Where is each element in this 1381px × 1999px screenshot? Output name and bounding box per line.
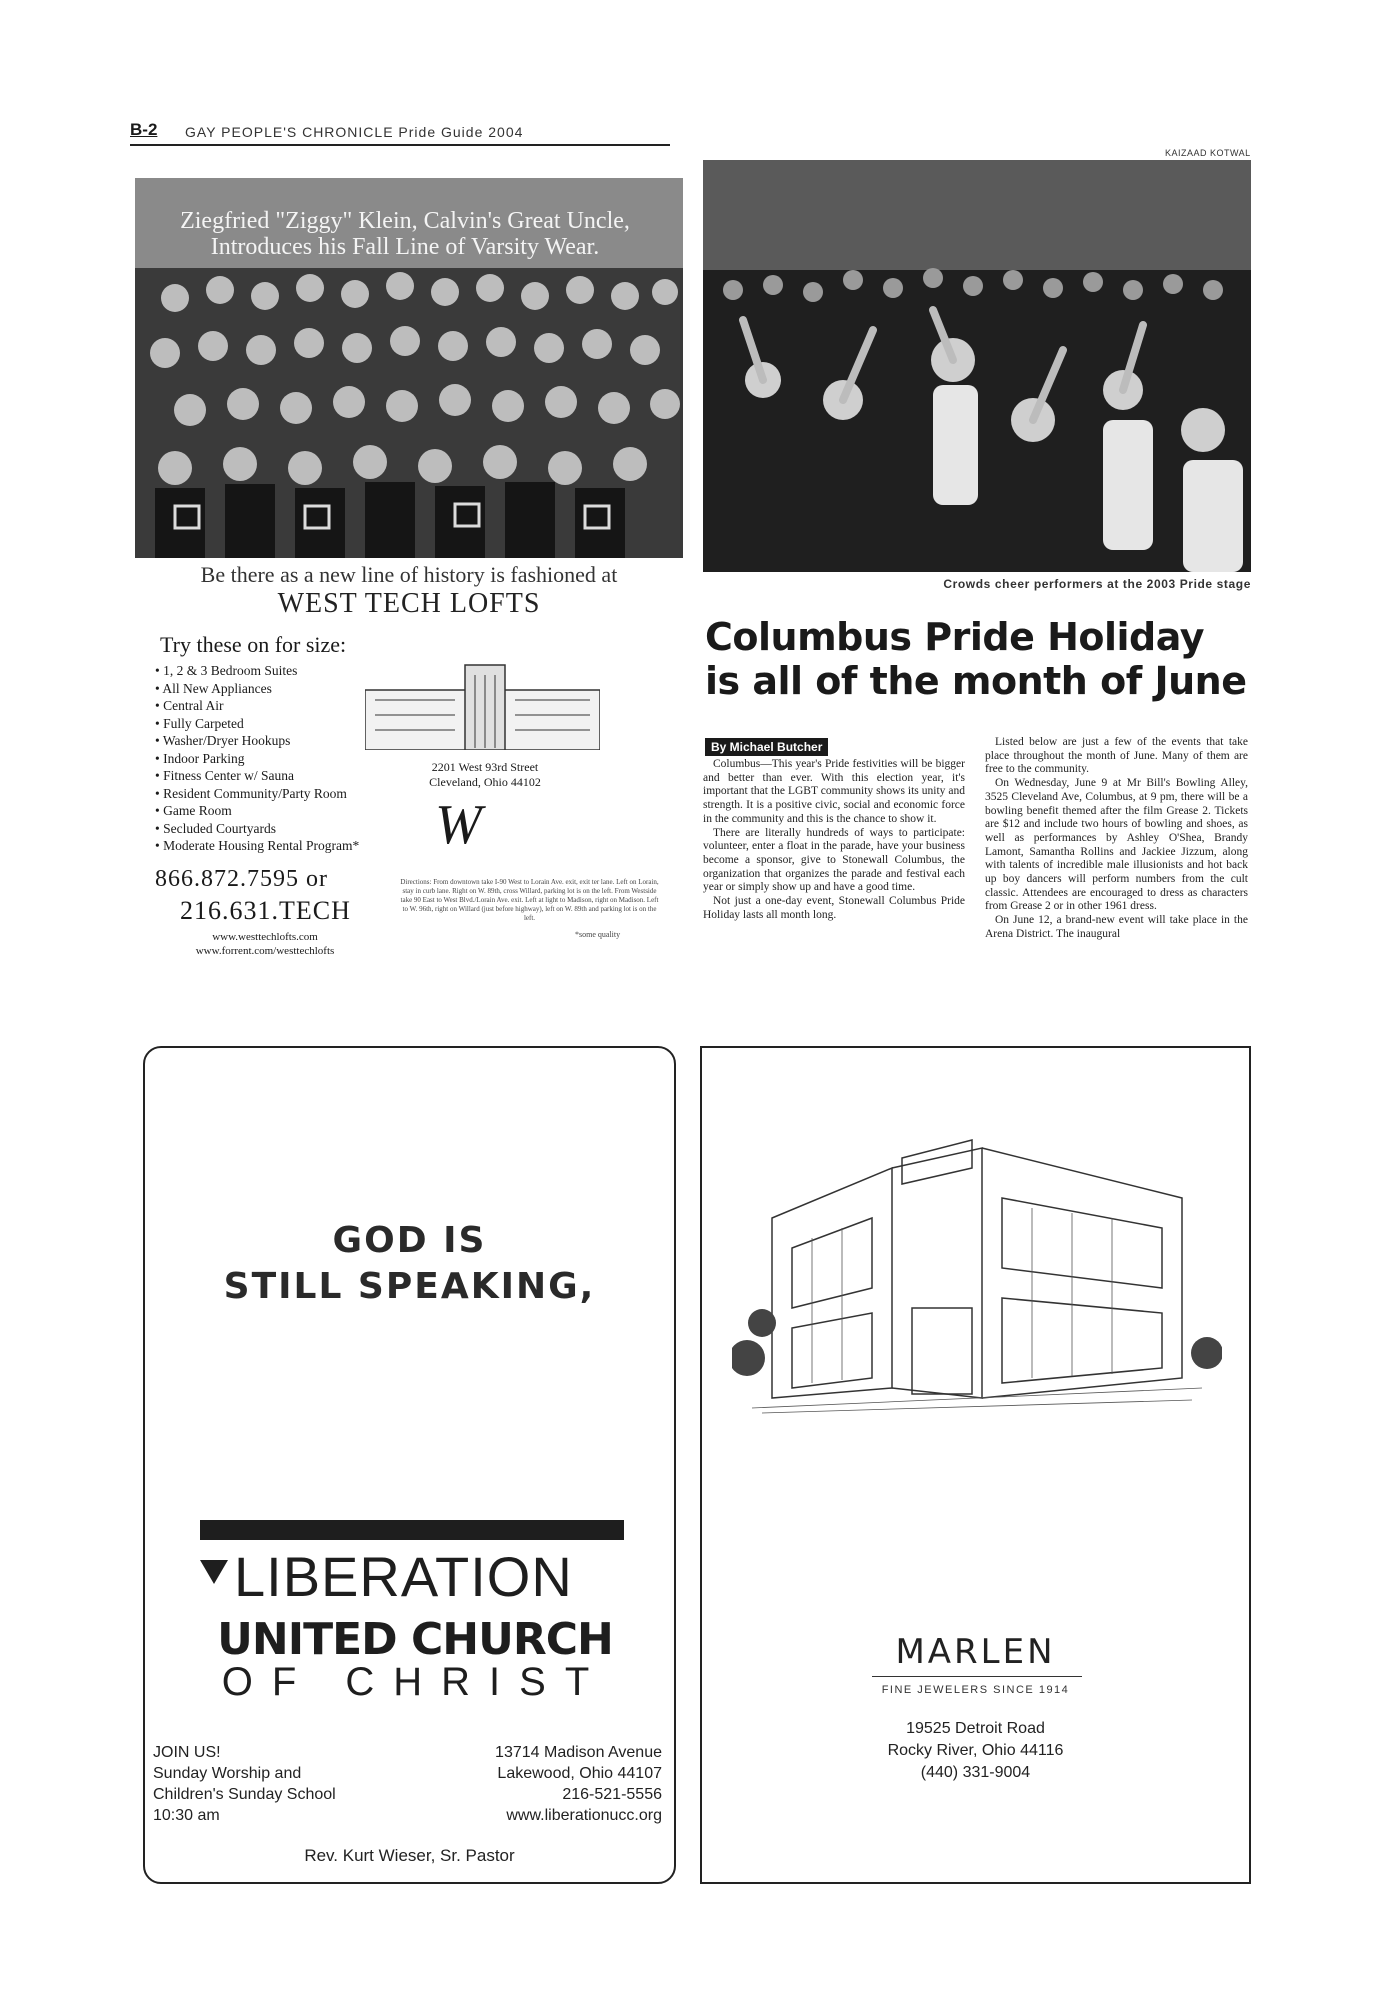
liberation-church-ad xyxy=(143,1046,676,1884)
worship-line-2: Children's Sunday School xyxy=(153,1786,336,1803)
jeweler-city: Rocky River, Ohio 44116 xyxy=(887,1742,1064,1759)
brand-name: WEST TECH LOFTS xyxy=(277,588,541,619)
service-info xyxy=(153,1742,336,1826)
feature-item: • All New Appliances xyxy=(155,680,359,698)
paragraph: On Wednesday, June 9 at Mr Bill's Bowling Alley, 3525 Cleveland Ave, Columbus, at 9 pm, there will be a bowling benefit themed after the film Grease 2. Tickets are $12 and include two hours of bowling and shoes, as well as performances by Ashley O'Shea, Brandy Lamont, Samantha Rollins and Jackiee Jizzum, along with talents of incredible male illusionists and hot back up boy dancers will perform numbers from the cult classic. Attendees are encouraged to dress as characters from Grease 2 or in other 1961 dress. xyxy=(985,777,1248,913)
ad-address xyxy=(395,760,575,790)
phone-2[interactable]: 216.631.TECH xyxy=(180,896,351,925)
directions-text: Directions: From downtown take I-90 West to Lorain Ave. exit, exit ter lane. Left on Lorain, stay in curb lane. Right on W. 89th, cross Willard, parking lot is on the left. From Westside take 90 East to West Blvd./Lorain Ave. exit. Left at light to Madison, right on Madison. Left to W. 96th, right on Willard (just before highway), left on W. 89th and parking lot is on the left. xyxy=(400,878,659,922)
article-column-1 xyxy=(703,758,965,922)
church-name-2: UNITED CHURCH xyxy=(217,1614,613,1665)
worship-line-1: Sunday Worship and xyxy=(153,1765,302,1782)
church-name-1 xyxy=(200,1544,630,1609)
features-label: Try these on for size: xyxy=(160,632,347,657)
housing-note: *some quality xyxy=(575,930,621,939)
building-icon xyxy=(365,660,600,750)
feature-item: • Indoor Parking xyxy=(155,750,359,768)
feature-item: • Secluded Courtyards xyxy=(155,820,359,838)
pride-crowd-photo xyxy=(703,160,1251,572)
west-tech-lofts-ad xyxy=(135,178,683,978)
ad-subline: Be there as a new line of history is fashioned at xyxy=(200,562,618,587)
website-link-2[interactable]: www.forrent.com/westtechlofts xyxy=(195,945,335,957)
feature-item: • Moderate Housing Rental Program* xyxy=(155,837,359,855)
photo-credit: KAIZAAD KOTWAL xyxy=(1165,148,1251,158)
photo-caption: Crowds cheer performers at the 2003 Pride stage xyxy=(943,577,1251,591)
slogan-line-2: STILL SPEAKING, xyxy=(223,1266,596,1307)
divider-bar xyxy=(200,1520,624,1540)
triangle-down-icon xyxy=(200,1560,228,1584)
logo-monogram: W xyxy=(435,794,482,856)
storefront-sketch xyxy=(732,1108,1222,1418)
feature-item: • Washer/Dryer Hookups xyxy=(155,732,359,750)
crowd-photo-graphic xyxy=(703,160,1251,572)
paragraph: Listed below are just a few of the events that take place throughout the month of June. Many of them are free to the community. xyxy=(985,736,1248,776)
feature-list xyxy=(155,662,359,855)
marlen-jewelers-ad xyxy=(700,1046,1251,1884)
church-street: 13714 Madison Avenue xyxy=(495,1744,662,1761)
page-number: B-2 xyxy=(130,120,158,139)
feature-item: • Game Room xyxy=(155,802,359,820)
ad-address-city: Cleveland, Ohio 44102 xyxy=(429,775,541,789)
ad-address-street: 2201 West 93rd Street xyxy=(431,760,539,774)
article-byline: By Michael Butcher xyxy=(705,738,828,756)
paragraph: On June 12, a brand-new event will take place in the Arena District. The inaugural xyxy=(985,914,1248,940)
feature-item: • Fitness Center w/ Sauna xyxy=(155,767,359,785)
service-time: 10:30 am xyxy=(153,1807,220,1824)
paragraph: Columbus—This year's Pride festivities will be bigger and better than ever. With this election year, it's important that the LGBT community shows its unity and strength. It is a positive civic, social and economic force in the community and this is the chance to show it. xyxy=(703,758,965,825)
jeweler-street: 19525 Detroit Road xyxy=(906,1720,1045,1737)
church-website[interactable]: www.liberationucc.org xyxy=(506,1807,662,1824)
ad-websites xyxy=(155,930,375,958)
feature-item: • Fully Carpeted xyxy=(155,715,359,733)
paragraph: There are literally hundreds of ways to participate: volunteer, enter a float in the parade, have your business become a sponsor, give to Stonewall Columbus, the organization that organizes the parade and festival each year or simply show up and have a good time. xyxy=(703,826,965,894)
church-slogan xyxy=(145,1218,674,1310)
church-contact xyxy=(495,1742,662,1826)
join-label: JOIN US! xyxy=(153,1744,221,1761)
slogan-line-1: GOD IS xyxy=(332,1220,487,1261)
church-name-liberation: LIBERATION xyxy=(234,1545,573,1608)
article-headline: Columbus Pride Holiday is all of the month of June xyxy=(705,615,1247,703)
church-phone[interactable]: 216-521-5556 xyxy=(562,1786,662,1803)
jeweler-tagline: FINE JEWELERS SINCE 1914 xyxy=(881,1684,1070,1696)
website-link-1[interactable]: www.westtechlofts.com xyxy=(212,931,318,943)
church-name-3: OF CHRIST xyxy=(221,1660,609,1704)
publication-title: GAY PEOPLE'S CHRONICLE Pride Guide 2004 xyxy=(185,124,524,140)
page-header xyxy=(130,120,1250,142)
ad-headline-line-2: Introduces his Fall Line of Varsity Wear. xyxy=(210,234,600,261)
jeweler-phone[interactable]: (440) 331-9004 xyxy=(920,1764,1031,1781)
jeweler-logo: MARLEN xyxy=(895,1632,1056,1672)
logo-rule xyxy=(872,1676,1082,1677)
group-photo xyxy=(135,178,683,558)
feature-item: • Central Air xyxy=(155,697,359,715)
church-city: Lakewood, Ohio 44107 xyxy=(497,1765,662,1782)
article-column-2 xyxy=(985,736,1248,942)
church-pastor: Rev. Kurt Wieser, Sr. Pastor xyxy=(304,1846,515,1865)
ad-headline xyxy=(165,208,645,261)
feature-item: • 1, 2 & 3 Bedroom Suites xyxy=(155,662,359,680)
feature-item: • Resident Community/Party Room xyxy=(155,785,359,803)
phone-1[interactable]: 866.872.7595 or xyxy=(155,866,328,892)
header-rule xyxy=(130,144,670,146)
paragraph: Not just a one-day event, Stonewall Columbus Pride Holiday lasts all month long. xyxy=(703,895,965,921)
ad-headline-line-1: Ziegfried "Ziggy" Klein, Calvin's Great Uncle, xyxy=(180,208,630,234)
